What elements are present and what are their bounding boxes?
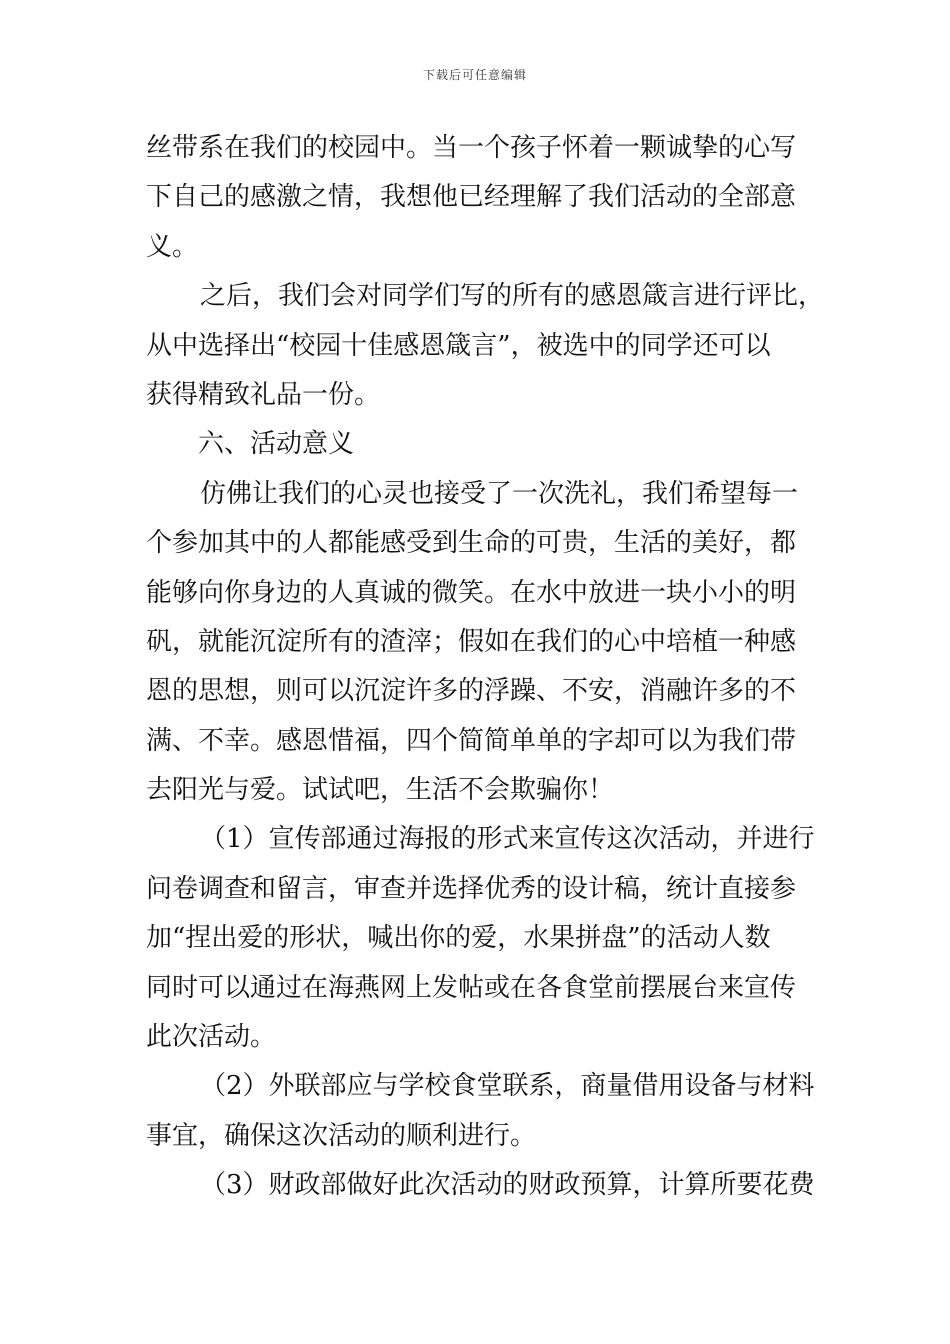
document-body xyxy=(146,124,825,1211)
paragraph xyxy=(146,470,814,816)
heading-line: 六、活动意义 xyxy=(198,429,355,460)
text-line: 仿佛让我们的心灵也接受了一次洗礼，我们希望每一 xyxy=(200,478,799,509)
text-line: 从中选择出“校园十佳感恩箴言”，被选中的同学还可以 xyxy=(146,330,771,361)
paragraph xyxy=(146,1062,814,1161)
text-line: 事宜，确保这次活动的顺利进行。 xyxy=(146,1120,537,1151)
text-line: 加“捏出爱的形状，喊出你的爱，水果拼盘”的活动人数 xyxy=(146,923,771,954)
text-line: 矾，就能沉淀所有的渣滓；假如在我们的心中培植一种感 xyxy=(146,626,797,657)
text-line: 获得精致礼品一份。 xyxy=(146,379,381,410)
text-line: （3）财政部做好此次活动的财政预算，计算所要花费 xyxy=(200,1170,815,1201)
text-line: 同时可以通过在海燕网上发帖或在各食堂前摆展台来宣传 xyxy=(146,972,797,1003)
text-line: （2）外联部应与学校食堂联系，商量借用设备与材料 xyxy=(200,1071,815,1102)
text-line: 去阳光与爱。试试吧，生活不会欺骗你！ xyxy=(146,775,615,806)
text-line: 义。 xyxy=(146,231,199,262)
paragraph xyxy=(146,272,825,420)
paragraph xyxy=(146,1161,814,1210)
page-header-note: 下载后可任意编辑 xyxy=(422,68,527,82)
text-line: 能够向你身边的人真诚的微笑。在水中放进一块小小的明 xyxy=(146,577,797,608)
text-line: 丝带系在我们的校园中。当一个孩子怀着一颗诚挚的心写 xyxy=(146,133,797,163)
paragraph xyxy=(146,815,814,1062)
text-line: 满、不幸。感恩惜福，四个简简单单的字却可以为我们带 xyxy=(146,725,797,756)
text-line: 恩的思想，则可以沉淀许多的浮躁、不安，消融许多的不 xyxy=(146,676,797,707)
text-line: 之后，我们会对同学们写的所有的感恩箴言进行评比， xyxy=(200,281,825,312)
text-line: （1）宣传部通过海报的形式来宣传这次活动，并进行 xyxy=(200,824,815,855)
text-line: 问卷调查和留言，审查并选择优秀的设计稿，统计直接参 xyxy=(146,873,797,904)
text-line: 个参加其中的人都能感受到生命的可贵，生活的美好，都 xyxy=(146,528,797,559)
section-heading xyxy=(146,420,814,469)
text-line: 此次活动。 xyxy=(146,1022,277,1053)
text-line: 下自己的感激之情，我想他已经理解了我们活动的全部意 xyxy=(146,182,797,213)
paragraph xyxy=(146,124,814,272)
